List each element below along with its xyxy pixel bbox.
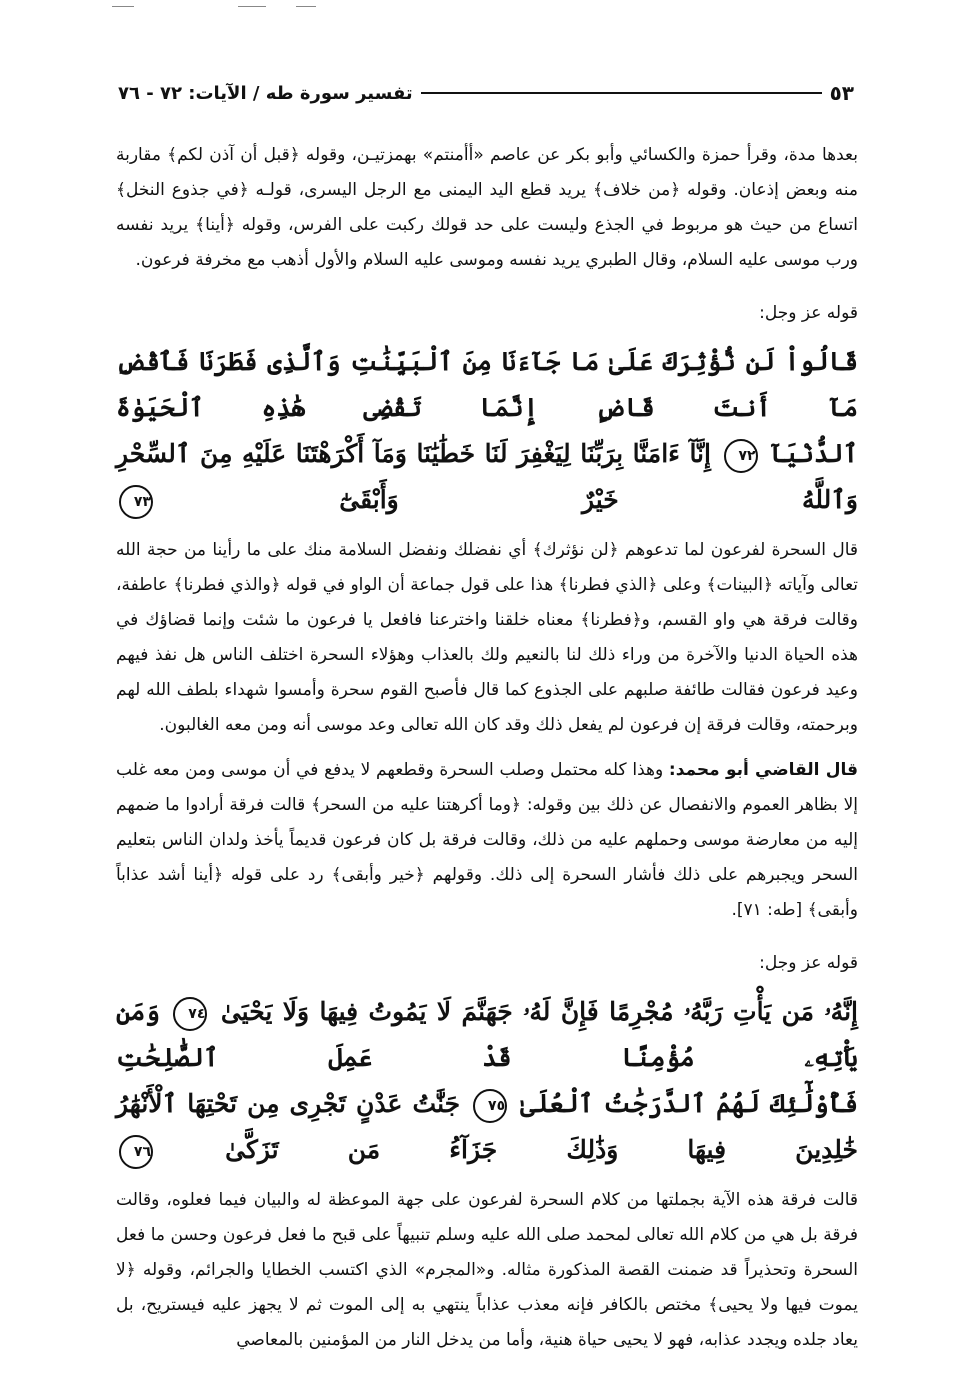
verse-line [116,989,858,1081]
text-line: فطرنا﴾ عاطفة، وقالت فرقة هي واو القسم، و﴿فطرنا﴾ معناه خلقنا واخترعنا فافعل يا فرعون ما شئت [116,575,858,630]
author-lead: قال القاضي أبو محمد: [668,760,859,780]
page-number: ٥٣ [829,81,854,105]
verse-line [116,431,858,523]
text-line: النخل﴾ اتساع من حيث هو مربوط في الجذع وليست على حد قولك ركبت على الفرس، وقوله ﴿أينا﴾ [116,180,859,235]
text-line: قالت فرقة هذه الآية بجملتها من كلام السحرة لفرعون على جهة الموعظة له والبيان فيما فعلوه، [166,1190,859,1210]
ayah-number-marker: ٧٦ [119,1135,153,1169]
verse-text: ٱلدُّنْيَآ [770,439,858,468]
text-line: وهذا كله محتمل وصلب السحرة وقطعهم لا يدفع في أن موسى ومن معه [152,760,664,780]
verse-text: وَمَن يَأْتِهِۦ مُؤْمِنًا قَدْ عَمِلَ ٱلصَّٰلِحَٰتِ [116,997,858,1072]
ayah-number-marker: ٧٣ [119,485,153,519]
quran-verse-block-2 [116,989,858,1173]
ayah-number-marker: ٧٥ [473,1089,507,1123]
paragraph-1 [116,138,858,278]
quran-verse-block-1 [116,339,858,523]
text-line: بعدها مدة، وقرأ حمزة والكسائي وأبو بكر عن عاصم «أأمنتم» بهمزتيـن، وقوله ﴿قبل أن آذن لكم﴾ مقاربة [116,145,858,165]
verse-intro-1: قوله عز وجل: [759,303,858,323]
text-line: وقالت فرقة بل هي من كلام الله تعالى لمحمد صلى الله عليه وسلم تنبيهاً على قبح ما فعل فرعون وحسن ما [116,1190,858,1245]
text-line: ضمهم إليه من معارضة موسى وحملهم عليه من ذلك، وقالت فرقة بل كان فرعون قديماً يأخذ ولدان [116,795,858,850]
text-line: منه وبعض إذعان. وقوله ﴿من خلاف﴾ يريد قطع اليد اليمنى مع الرجل اليسرى، قولـه ﴿في جذوع [171,180,858,200]
verse-line [116,1081,858,1173]
text-line: وقوله ﴿لا يموت فيها ولا يحيى﴾ مختص بالكافر فإنه معذب عذاباً ينتهي به إلى الموت ثم لا يجهز عليه [116,1260,858,1315]
text-line: الناس بتعليم السحر ويجبرهم على ذلك فأشار السحرة إلى ذلك. وقولهم ﴿خير وأبقى﴾ رد على قوله ﴿أينا [116,830,858,885]
page-body [116,138,858,1358]
top-scan-marks [0,6,974,16]
ayah-number-marker: ٧٤ [173,997,207,1031]
paragraph-4 [116,1183,858,1358]
text-line: حجة الله تعالى وآياته ﴿البينات﴾ وعلى ﴿الذي فطرنا﴾ هذا على قول جماعة أن الواو في قوله ﴿والذي [116,540,859,595]
paragraph-3 [116,753,858,928]
text-line: فيستريح، بل يعاد جلده ويجدد عذابه، فهو لا يحيى حياة هنية، وأما من يدخل النار من المؤمنين بالمعاصي [116,1295,858,1350]
text-line: أشد عذاباً وأبقى﴾ [طه: ٧١]. [116,865,858,920]
text-line: فرعون. [135,250,190,270]
ayah-number-marker: ٧٢ [724,439,758,473]
verse-text: فَأُوْلَٰٓئِكَ لَهُمُ ٱلدَّرَجَٰتُ ٱلْعُلَىٰ [520,1089,858,1118]
text-line: فعل السحرة وتحذيراً قد ضمنت القصة المذكورة مثاله. و«المجرم» الذي اكتسب الخطايا والجرائم، [116,1225,859,1280]
text-line: وإنما قضاؤك في هذه الحياة الدنيا والآخرة من وراء ذلك لنا بالنعيم ولك بالعذاب وهؤلاء السحرة اختلف [116,610,859,665]
verse-text: إِنَّآ ءَامَنَّا بِرَبِّنَا لِيَغْفِرَ لَنَا خَطَٰيَٰنَا وَمَآ أَكْرَهْتَنَا عَلَيْهِ مِنَ ٱلسِّحْرِ وَٱللَّهُ خَيْرٌ وَأَبْقَىٰٓ [116,439,858,514]
text-line: يريد نفسه ورب موسى عليه السلام، وقال الطبري يريد نفسه وموسى عليه السلام والأول أذهب مع مخرفة [116,215,858,270]
verse-line: قَالُواْ لَن نُّؤْثِرَكَ عَلَىٰ مَا جَآءَنَا مِنَ ٱلْبَيِّنَٰتِ وَٱلَّذِى فَطَرَنَا فَٱقْضِ مَآ أَنتَ قَاضٍ إِنَّمَا تَقْضِى هَٰذِهِ ٱلْحَيَوٰةَ [116,347,858,422]
text-line: قال السحرة لفرعون لما تدعوهم ﴿لن نؤثرك﴾ أي نفضلك ونفضل السلامة منك على ما رأينا من [183,540,859,560]
header-title: تفسير سورة طه / الآيات: ٧٢ - ٧٦ [118,82,413,104]
verse-text: إِنَّهُۥ مَن يَأْتِ رَبَّهُۥ مُجْرِمًا فَإِنَّ لَهُۥ جَهَنَّمَ لَا يَمُوتُ فِيهَا وَلَا يَحْيَىٰ [220,997,858,1026]
text-line: غلب إلا بظاهر العموم والانفصال عن ذلك بين وقوله: ﴿وما أكرهتنا عليه من السحر﴾ قالت فرقة أرادوا ما [116,760,859,815]
paragraph-2 [116,533,858,743]
verse-text: جَنَّٰتُ عَدْنٍ تَجْرِى مِن تَحْتِهَا ٱلْأَنْهَٰرُ خَٰلِدِينَ فِيهَا وَذَٰلِكَ جَزَآءُ مَن تَزَكَّىٰ [116,1089,858,1164]
verse-intro-2: قوله عز وجل: [759,953,858,973]
text-line: الناس هل نفذ فيهم وعيد فرعون فقالت طائفة صلبهم على الجذوع كما قال فأصبح القوم سحرة وأمسوا [116,645,859,700]
text-line: شهداء بلطف الله لهم وبرحمته، وقالت فرقة إن فرعون لم يفعل ذلك وقد كان الله تعالى وعد موسى أنه ومن [116,680,858,735]
text-line: معه الغالبون. [159,715,252,735]
running-header [118,78,854,108]
header-rule [421,92,822,94]
